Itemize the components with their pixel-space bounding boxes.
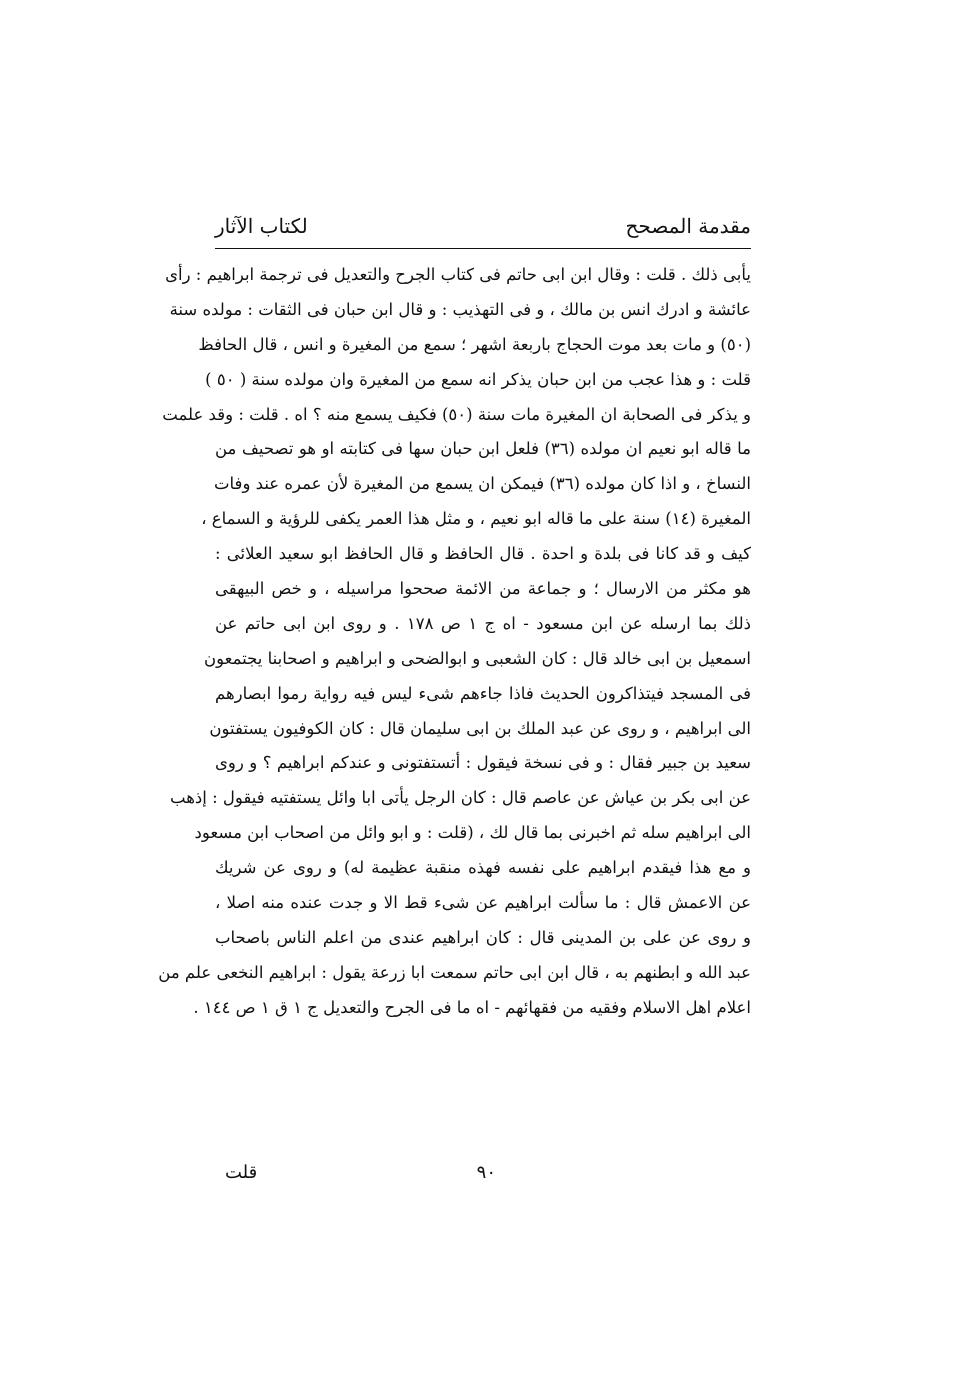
header-rule [215,248,751,249]
text-line: عن الاعمش قال : ما سألت ابراهيم عن شىء قط الا و جدت عنده منه اصلا ، [215,893,751,913]
text-line: الى ابراهيم سله ثم اخبرنى بما قال لك ، (قلت : و ابو وائل من اصحاب ابن مسعود [194,823,751,843]
text-line: اعلام اهل الاسلام وفقيه من فقهائهم - اه ما فى الجرح والتعديل ج ١ ق ١ ص ١٤٤ . [193,997,751,1017]
text-line: المغيرة (١٤) سنة على ما قاله ابو نعيم ، و مثل هذا العمر يكفى للرؤية و السماع ، [201,509,751,529]
text-line: عبد الله و ابطنهم به ، قال ابن ابى حاتم سمعت ابا زرعة يقول : ابراهيم النخعى علم من [158,962,751,982]
text-line: كيف و قد كانا فى بلدة و احدة . قال الحافظ و قال الحافظ ابو سعيد العلائى : [215,544,751,564]
text-line: (٥٠) و مات بعد موت الحجاج باربعة اشهر ؛ سمع من المغيرة و انس ، قال الحافظ [198,334,751,354]
running-head-left: لكتاب الآثار [215,214,308,238]
text-line: و روى عن على بن المدينى قال : كان ابراهيم عندى من اعلم الناس باصحاب [215,927,751,947]
page-footer [215,1162,751,1192]
running-head-right: مقدمة المصحح [625,214,751,238]
text-line: النساخ ، و اذا كان مولده (٣٦) فيمكن ان يسمع من المغيرة لأن عمره عند وفات [214,474,751,494]
catchword: قلت [225,1162,258,1183]
text-line: يأبى ذلك . قلت : وقال ابن ابى حاتم فى كتاب الجرح والتعديل فى ترجمة ابراهيم : رأى [165,265,751,284]
text-line: فى المسجد فيتذاكرون الحديث فاذا جاءهم شىء ليس فيه رواية رموا ابصارهم [215,683,751,703]
running-head [215,214,751,244]
body-text [158,258,751,1026]
text-line: و يذكر فى الصحابة ان المغيرة مات سنة (٥٠) فكيف يسمع منه ؟ اه . قلت : وقد علمت [162,404,751,424]
page-number: ٩٠ [476,1162,496,1183]
text-line: عائشة و ادرك انس بن مالك ، و فى التهذيب : و قال ابن حبان فى الثقات : مولده سنة [169,299,751,319]
text-line: ما قاله ابو نعيم ان مولده (٣٦) فلعل ابن حبان سها فى كتابته او هو تصحيف من [215,439,751,459]
text-line: ذلك بما ارسله عن ابن مسعود - اه ج ١ ص ١٧٨ . و روى ابن ابى حاتم عن [215,613,751,633]
text-line: الى ابراهيم ، و روى عن عبد الملك بن ابى سليمان قال : كان الكوفيون يستفتون [209,718,751,738]
text-line: اسمعيل بن ابى خالد قال : كان الشعبى و ابوالضحى و ابراهيم و اصحابنا يجتمعون [204,648,751,668]
text-line: قلت : و هذا عجب من ابن حبان يذكر انه سمع من المغيرة وان مولده سنة ( ٥٠ ) [205,369,751,389]
text-line: و مع هذا فيقدم ابراهيم على نفسه فهذه منقبة عظيمة له) و روى عن شريك [215,858,751,878]
text-line: سعيد بن جبير فقال : و فى نسخة فيقول : أتستفتونى و عندكم ابراهيم ؟ و روى [215,753,751,773]
text-line: هو مكثر من الارسال ؛ و جماعة من الائمة صححوا مراسيله ، و خص البيهقى [215,579,751,599]
text-line: عن ابى بكر بن عياش عن عاصم قال : كان الرجل يأتى ابا وائل يستفتيه فيقول : إذهب [170,788,751,808]
